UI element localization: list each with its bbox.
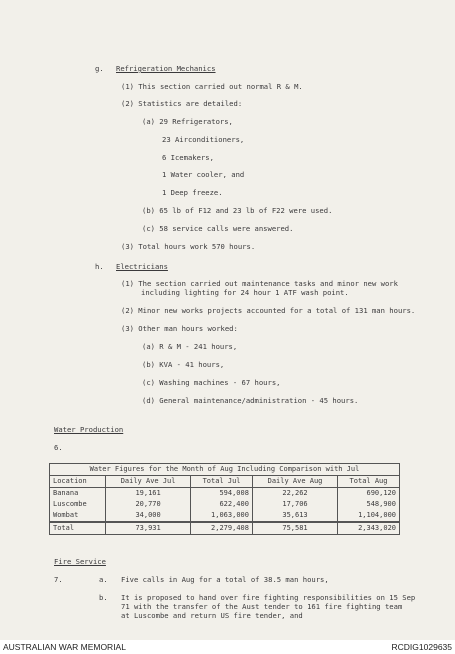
water-number: 6.: [54, 443, 63, 452]
cell-total-jul: 622,400: [191, 499, 253, 510]
cell-total-total-aug: 2,343,020: [338, 522, 400, 535]
electricians-hours-a: (a) R & M - 241 hours,: [142, 342, 238, 351]
cell-daily-aug: 35,613: [252, 510, 337, 522]
cell-daily-aug: 17,706: [252, 499, 337, 510]
refrigeration-item-2: (2) Statistics are detailed:: [121, 99, 243, 108]
electricians-hours-c: (c) Washing machines - 67 hours,: [142, 378, 281, 387]
refrigeration-item-3: (3) Total hours work 570 hours.: [121, 242, 256, 251]
table-row: [50, 488, 400, 500]
refrigeration-stat-b: (b) 65 lb of F12 and 23 lb of F22 were used.: [142, 206, 333, 215]
column-header: Daily Ave Aug: [252, 476, 337, 488]
table-caption: Water Figures for the Month of Aug Including Comparison with Jul: [50, 464, 400, 476]
cell-daily-jul: 19,161: [106, 488, 191, 500]
cell-total-total-jul: 2,279,408: [191, 522, 253, 535]
fire-item-b-line-3: at Luscombe and return US fire tender, and: [121, 611, 303, 620]
column-header: Total Jul: [191, 476, 253, 488]
column-header: Daily Ave Jul: [106, 476, 191, 488]
cell-total-aug: 548,900: [338, 499, 400, 510]
cell-total-daily-jul: 73,931: [106, 522, 191, 535]
cell-location: Luscombe: [50, 499, 106, 510]
water-figures-table: [49, 463, 400, 535]
cell-location: Banana: [50, 488, 106, 500]
section-g-letter: g.: [95, 64, 104, 73]
cell-daily-jul: 20,770: [106, 499, 191, 510]
column-header: Total Aug: [338, 476, 400, 488]
table-row: [50, 510, 400, 522]
cell-total-jul: 594,008: [191, 488, 253, 500]
column-header: Location: [50, 476, 106, 488]
fire-number: 7.: [54, 575, 63, 584]
electricians-item-2: (2) Minor new works projects accounted for a total of 131 man hours.: [121, 306, 416, 315]
fire-item-a-letter: a.: [99, 575, 108, 584]
electricians-item-1-line-2: including lighting for 24 hour 1 ATF wash point.: [141, 288, 349, 297]
footer-right-label: RCDIG1029635: [391, 642, 452, 652]
refrigeration-heading: Refrigeration Mechanics: [116, 64, 216, 73]
cell-total-aug: 1,104,000: [338, 510, 400, 522]
archive-footer: [0, 640, 455, 654]
cell-daily-jul: 34,000: [106, 510, 191, 522]
electricians-hours-b: (b) KVA - 41 hours,: [142, 360, 225, 369]
section-h-letter: h.: [95, 262, 104, 271]
footer-left-label: AUSTRALIAN WAR MEMORIAL: [3, 642, 126, 652]
refrigeration-stat-a-5: 1 Deep freeze.: [162, 188, 223, 197]
cell-location: Wombat: [50, 510, 106, 522]
fire-heading: Fire Service: [54, 557, 106, 566]
table-row: [50, 499, 400, 510]
refrigeration-stat-a-4: 1 Water cooler, and: [162, 170, 245, 179]
fire-item-a-text: Five calls in Aug for a total of 38.5 man hours,: [121, 575, 329, 584]
refrigeration-item-1: (1) This section carried out normal R & M.: [121, 82, 303, 91]
electricians-hours-d: (d) General maintenance/administration - 45 hours.: [142, 396, 359, 405]
refrigeration-stat-a-2: 23 Airconditioners,: [162, 135, 245, 144]
refrigeration-stat-a-1: (a) 29 Refrigerators,: [142, 117, 233, 126]
refrigeration-stat-c: (c) 58 service calls were answered.: [142, 224, 294, 233]
refrigeration-stat-a-3: 6 Icemakers,: [162, 153, 214, 162]
cell-daily-aug: 22,262: [252, 488, 337, 500]
fire-item-b-line-2: 71 with the transfer of the Aust tender to 161 fire fighting team: [121, 602, 403, 611]
fire-item-b-line-1: It is proposed to hand over fire fighting responsibilities on 15 Sep: [121, 593, 416, 602]
cell-total-aug: 690,120: [338, 488, 400, 500]
electricians-heading: Electricians: [116, 262, 168, 271]
table-total-row: [50, 522, 400, 535]
cell-total-label: Total: [50, 522, 106, 535]
water-heading: Water Production: [54, 425, 124, 434]
electricians-item-1-line-1: (1) The section carried out maintenance tasks and minor new work: [121, 279, 398, 288]
cell-total-daily-aug: 75,581: [252, 522, 337, 535]
electricians-item-3: (3) Other man hours worked:: [121, 324, 238, 333]
cell-total-jul: 1,063,000: [191, 510, 253, 522]
fire-item-b-letter: b.: [99, 593, 108, 602]
